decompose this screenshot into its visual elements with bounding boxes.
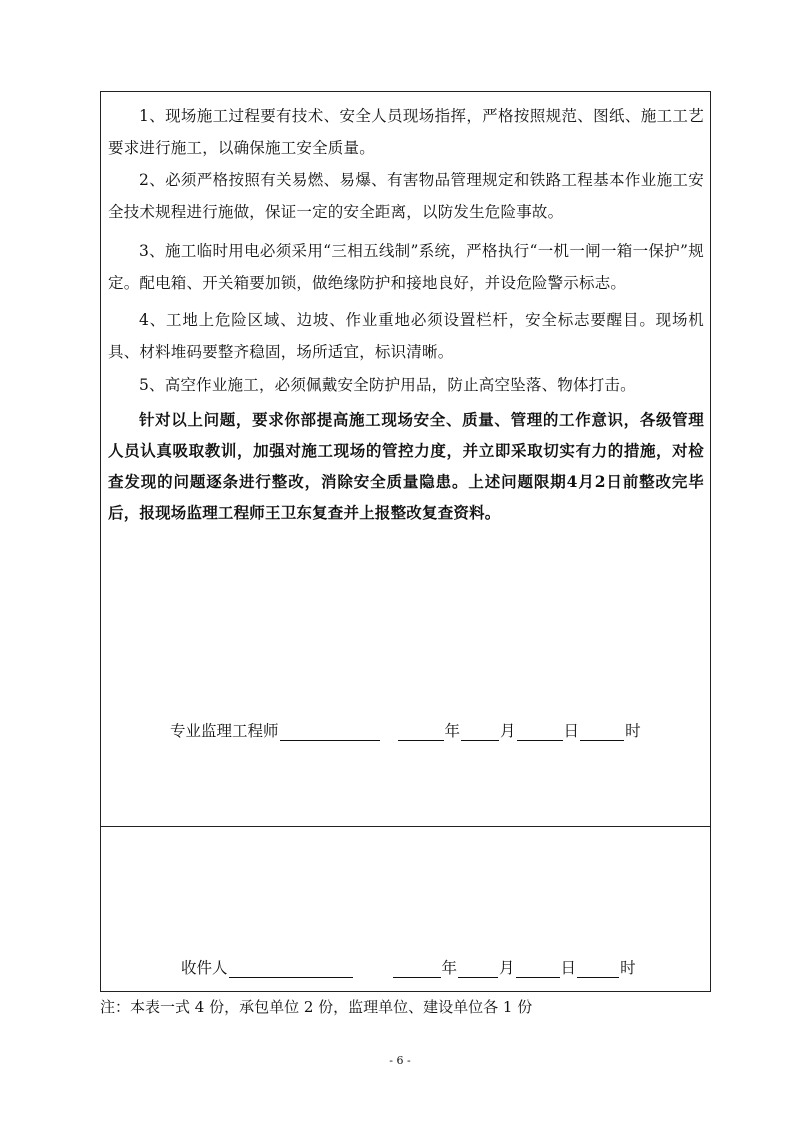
engineer-name-field[interactable]: [280, 722, 380, 741]
receiver-label: 收件人: [181, 959, 228, 977]
engineer-hour-field[interactable]: [580, 722, 624, 741]
engineer-year-label: 年: [444, 722, 461, 740]
footnote: 注：本表一式 4 份，承包单位 2 份，监理单位、建设单位各 1 份: [100, 998, 533, 1016]
section-divider: [100, 826, 711, 827]
receiver-month-field[interactable]: [458, 959, 498, 978]
engineer-signature-line: [170, 719, 641, 741]
engineer-day-label: 日: [563, 722, 580, 740]
receiver-day-field[interactable]: [516, 959, 560, 978]
receiver-hour-field[interactable]: [577, 959, 619, 978]
requirement-item-2: 2、必须严格按照有关易燃、易爆、有害物品管理规定和铁路工程基本作业施工安全技术规程进行施做，保证一定的安全距离，以防发生危险事故。: [108, 171, 704, 221]
engineer-day-field[interactable]: [517, 722, 563, 741]
engineer-month-field[interactable]: [461, 722, 499, 741]
receiver-year-label: 年: [441, 959, 458, 977]
engineer-year-field[interactable]: [398, 722, 444, 741]
engineer-label: 专业监理工程师: [170, 722, 279, 740]
requirement-item-4: 4、工地上危险区域、边坡、作业重地必须设置栏杆，安全标志要醒目。现场机具、材料堆码要整齐稳固，场所适宜，标识清晰。: [108, 311, 704, 361]
receiver-signature-line: [181, 956, 636, 978]
receiver-year-field[interactable]: [393, 959, 441, 978]
requirement-item-1: 1、现场施工过程要有技术、安全人员现场指挥，严格按照规范、图纸、施工工艺要求进行施工，以确保施工安全质量。: [108, 107, 704, 157]
engineer-month-label: 月: [500, 722, 516, 740]
page-number: - 6 -: [389, 1054, 411, 1067]
receiver-hour-label: 时: [620, 959, 636, 977]
requirement-item-3: 3、施工临时用电必须采用“三相五线制”系统，严格执行“一机一闸一箱一保护”规定。配电箱、开关箱要加锁，做绝缘防护和接地良好，并设危险警示标志。: [108, 242, 704, 292]
engineer-hour-label: 时: [625, 722, 641, 740]
receiver-name-field[interactable]: [229, 959, 353, 978]
receiver-month-label: 月: [499, 959, 515, 977]
receiver-day-label: 日: [560, 959, 577, 977]
requirement-item-5: 5、高空作业施工，必须佩戴安全防护用品，防止高空坠落、物体打击。: [139, 376, 636, 394]
summary-paragraph: 针对以上问题，要求你部提高施工现场安全、质量、管理的工作意识，各级管理人员认真吸取教训，加强对施工现场的管控力度，并立即采取切实有力的措施，对检查发现的问题逐条进行整改，消除安全质量隐患。上述问题限期4月2日前整改完毕后，报现场监理工程师王卫东复查并上报整改复查资料。: [108, 410, 704, 522]
